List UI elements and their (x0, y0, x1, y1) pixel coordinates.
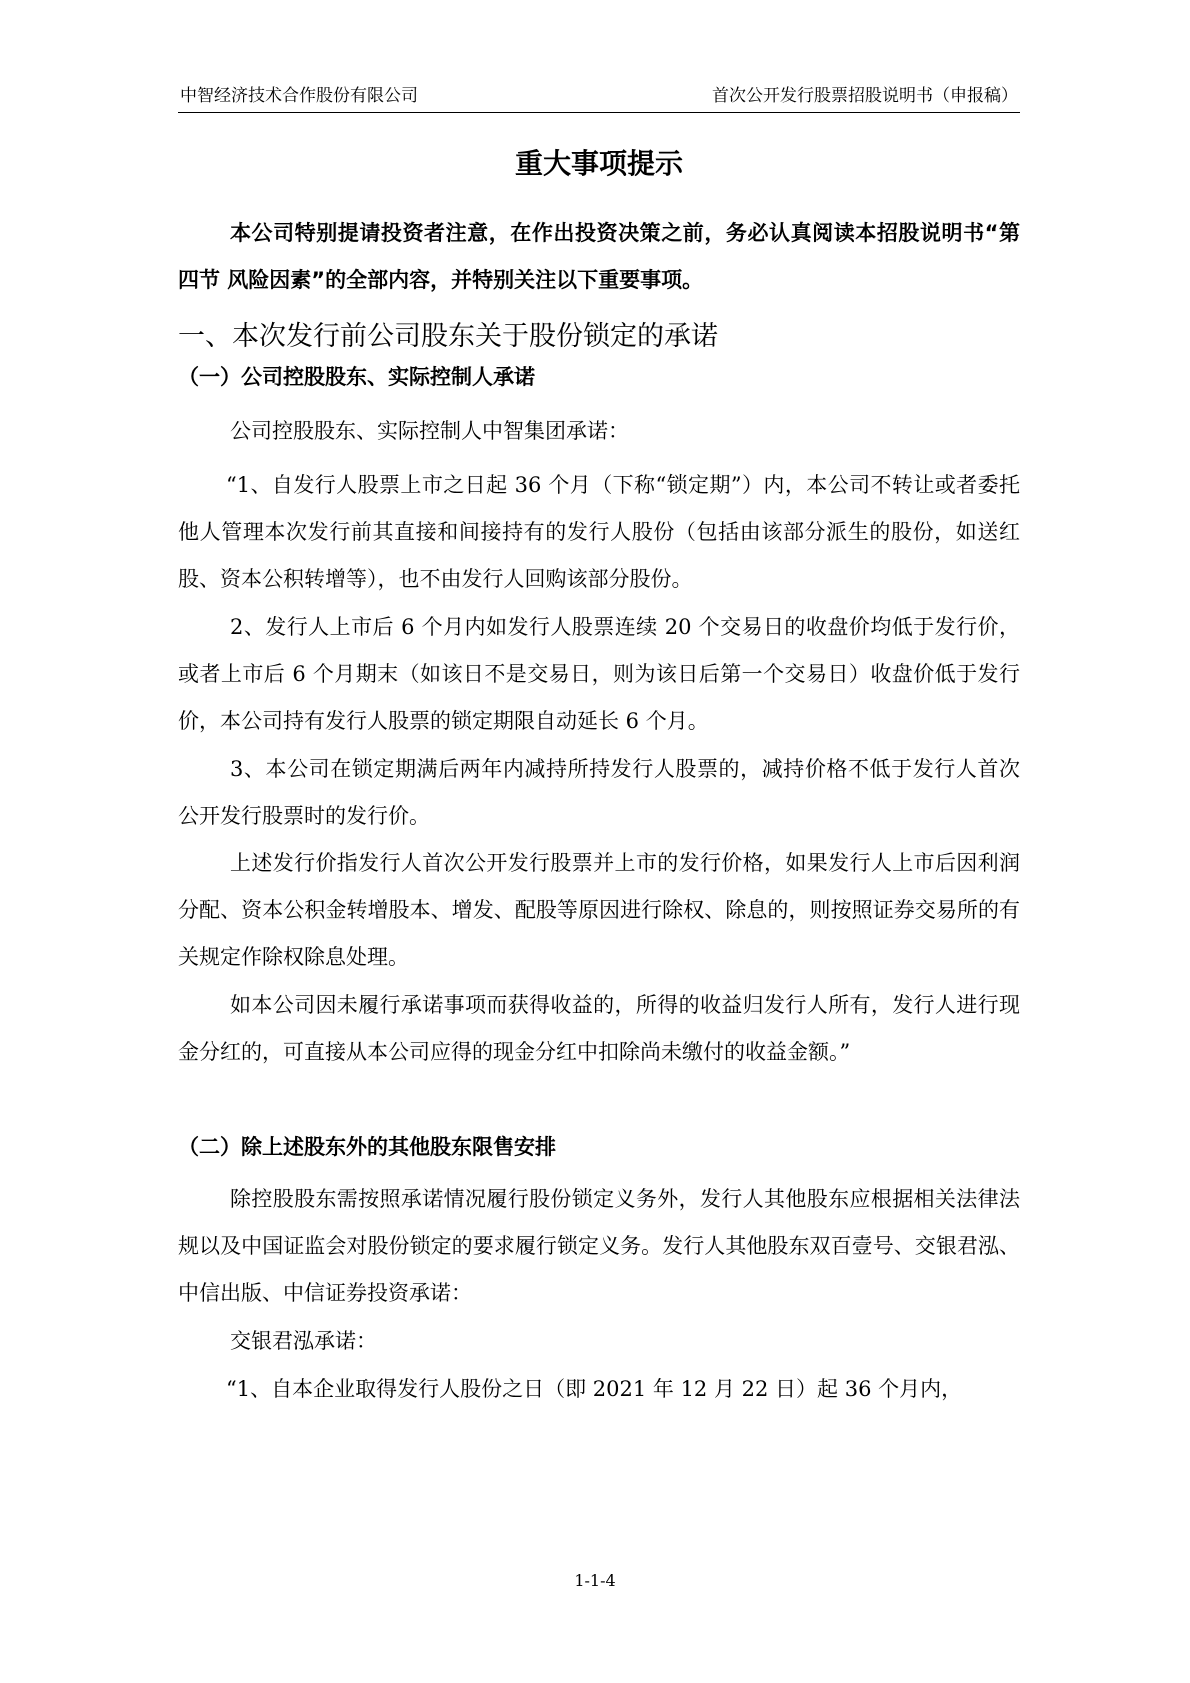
header-document-title: 首次公开发行股票招股说明书（申报稿） (712, 86, 1018, 106)
subsection-heading-2: （二）除上述股东外的其他股东限售安排 (178, 1135, 556, 1159)
paragraph: 除控股股东需按照承诺情况履行股份锁定义务外，发行人其他股东应根据相关法律法规以及中国证监会对股份锁定的要求履行锁定义务。发行人其他股东双百壹号、交银君泓、中信出版、中信证券投资承诺： (178, 1187, 1020, 1305)
paragraph: 公司控股股东、实际控制人中智集团承诺： (230, 419, 629, 443)
page-number: 1-1-4 (574, 1571, 616, 1590)
paragraph: 如本公司因未履行承诺事项而获得收益的，所得的收益归发行人所有，发行人进行现金分红的，可直接从本公司应得的现金分红中扣除尚未缴付的收益金额。” (178, 993, 1020, 1064)
page-header (178, 84, 1020, 113)
important-notice: 本公司特别提请投资者注意，在作出投资决策之前，务必认真阅读本招股说明书“第四节 风险因素”的全部内容，并特别关注以下重要事项。 (178, 221, 1020, 292)
paragraph: 3、本公司在锁定期满后两年内减持所持发行人股票的，减持价格不低于发行人首次公开发行股票时的发行价。 (178, 757, 1020, 828)
paragraph: 上述发行价指发行人首次公开发行股票并上市的发行价格，如果发行人上市后因利润分配、资本公积金转增股本、增发、配股等原因进行除权、除息的，则按照证券交易所的有关规定作除权除息处理。 (178, 851, 1020, 969)
paragraph: 交银君泓承诺： (230, 1329, 377, 1353)
paragraph: “1、自发行人股票上市之日起 36 个月（下称“锁定期”）内，本公司不转让或者委托他人管理本次发行前其直接和间接持有的发行人股份（包括由该部分派生的股份，如送红股、资本公积转增等），也不由发行人回购该部分股份。 (178, 473, 1020, 591)
page-title: 重大事项提示 (514, 147, 683, 180)
section-heading-1: 一、本次发行前公司股东关于股份锁定的承诺 (178, 321, 718, 352)
paragraph: “1、自本企业取得发行人股份之日（即 2021 年 12 月 22 日）起 36 个月内， (226, 1377, 963, 1401)
paragraph: 2、发行人上市后 6 个月内如发行人股票连续 20 个交易日的收盘价均低于发行价，或者上市后 6 个月期末（如该日不是交易日，则为该日后第一个交易日）收盘价低于发行价，本公司持有发行人股票的锁定期限自动延长 6 个月。 (178, 615, 1020, 733)
header-company-name: 中智经济技术合作股份有限公司 (180, 86, 418, 106)
subsection-heading-1: （一）公司控股股东、实际控制人承诺 (178, 365, 535, 389)
